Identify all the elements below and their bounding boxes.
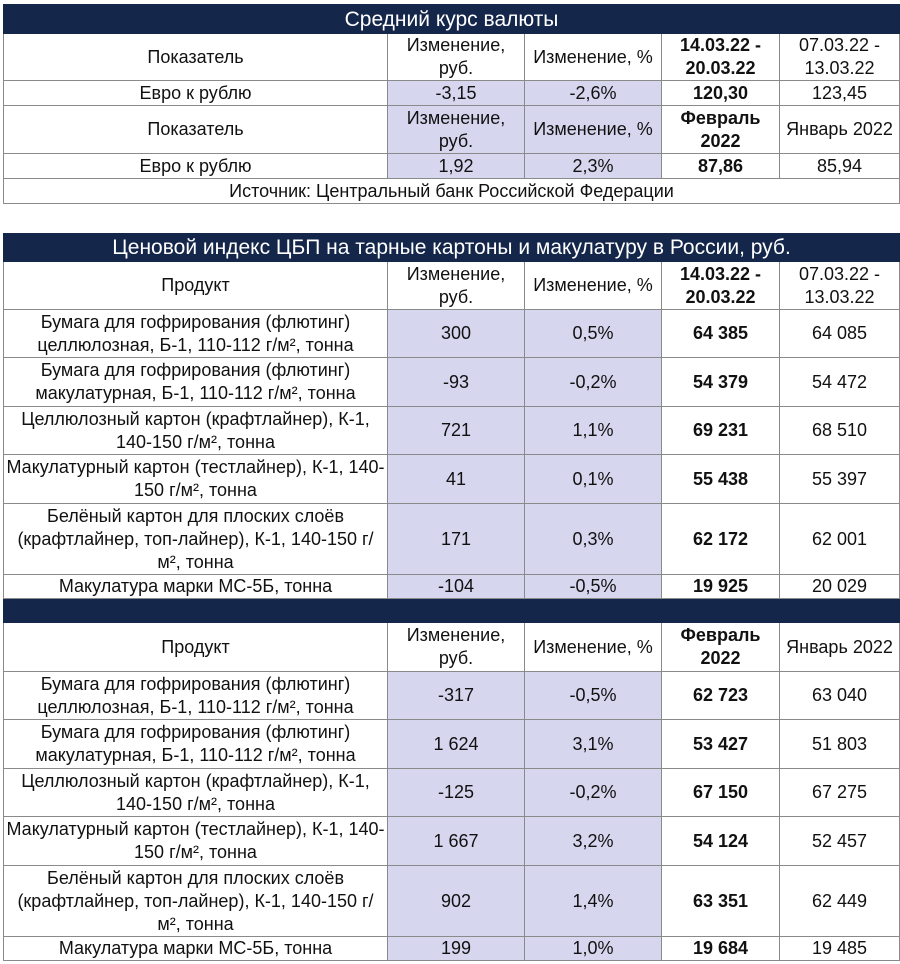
column-header: Январь 2022 [780, 623, 900, 672]
column-header: Изменение, % [525, 106, 662, 154]
column-header: 14.03.22 - 20.03.22 [662, 34, 780, 81]
column-header: Показатель [4, 34, 388, 81]
table-row [4, 575, 900, 599]
previous-value-cell: 20 029 [780, 575, 900, 599]
table-row [4, 672, 900, 720]
change-rub-cell: 171 [388, 504, 525, 575]
change-pct-cell: -0,2% [525, 358, 662, 407]
previous-value-cell: 54 472 [780, 358, 900, 407]
product-cell: Макулатура марки МС-5Б, тонна [4, 937, 388, 961]
previous-value-cell: 55 397 [780, 455, 900, 504]
section-divider [4, 599, 900, 623]
current-value-cell: 64 385 [662, 310, 780, 358]
change-pct-cell: -0,2% [525, 769, 662, 817]
column-header: Изменение, руб. [388, 262, 525, 310]
product-cell: Макулатурный картон (тестлайнер), К-1, 140-150 г/м², тонна [4, 455, 388, 504]
row-label: Евро к рублю [4, 154, 388, 179]
previous-value-cell: 67 275 [780, 769, 900, 817]
current-value-cell: 19 684 [662, 937, 780, 961]
change-pct-cell: 1,4% [525, 866, 662, 937]
previous-value-cell: 52 457 [780, 817, 900, 866]
change-pct-cell: 0,5% [525, 310, 662, 358]
change-rub-cell: -125 [388, 769, 525, 817]
current-value-cell: 69 231 [662, 407, 780, 455]
current-value-cell: 67 150 [662, 769, 780, 817]
change-rub-cell: 300 [388, 310, 525, 358]
product-cell: Белёный картон для плоских слоёв (крафтлайнер, топ-лайнер), К-1, 140-150 г/м², тонна [4, 504, 388, 575]
previous-value-cell: 68 510 [780, 407, 900, 455]
product-cell: Целлюлозный картон (крафтлайнер), К-1, 140-150 г/м², тонна [4, 769, 388, 817]
change-rub-cell: 199 [388, 937, 525, 961]
current-value-cell: 54 379 [662, 358, 780, 407]
previous-value-cell: 63 040 [780, 672, 900, 720]
table-header-row [4, 262, 900, 310]
current-value-cell: 53 427 [662, 720, 780, 769]
table-header-row [4, 34, 900, 81]
change-pct-cell: -0,5% [525, 672, 662, 720]
change-rub-cell: -104 [388, 575, 525, 599]
current-value-cell: 87,86 [662, 154, 780, 179]
previous-value-cell: 62 001 [780, 504, 900, 575]
current-value-cell: 120,30 [662, 81, 780, 106]
table-row [4, 866, 900, 937]
product-cell: Белёный картон для плоских слоёв (крафтлайнер, топ-лайнер), К-1, 140-150 г/м², тонна [4, 866, 388, 937]
column-header: Изменение, руб. [388, 106, 525, 154]
change-rub-cell: 41 [388, 455, 525, 504]
table-row [4, 937, 900, 961]
column-header: 07.03.22 - 13.03.22 [780, 262, 900, 310]
product-cell: Бумага для гофрирования (флютинг) макулатурная, Б-1, 110-112 г/м², тонна [4, 358, 388, 407]
change-pct-cell: -2,6% [525, 81, 662, 106]
price-index-table [3, 233, 900, 961]
product-cell: Бумага для гофрирования (флютинг) целлюлозная, Б-1, 110-112 г/м², тонна [4, 310, 388, 358]
change-rub-cell: 1,92 [388, 154, 525, 179]
table-row [4, 455, 900, 504]
column-header: Изменение, % [525, 34, 662, 81]
source-note: Источник: Центральный банк Российской Федерации [4, 179, 900, 204]
product-cell: Бумага для гофрирования (флютинг) целлюлозная, Б-1, 110-112 г/м², тонна [4, 672, 388, 720]
product-cell: Целлюлозный картон (крафтлайнер), К-1, 140-150 г/м², тонна [4, 407, 388, 455]
product-cell: Макулатурный картон (тестлайнер), К-1, 140-150 г/м², тонна [4, 817, 388, 866]
current-value-cell: 19 925 [662, 575, 780, 599]
column-header: Февраль 2022 [662, 623, 780, 672]
table-row [4, 817, 900, 866]
change-pct-cell: 0,1% [525, 455, 662, 504]
table-row [4, 720, 900, 769]
table-row [4, 358, 900, 407]
column-header: Январь 2022 [780, 106, 900, 154]
change-pct-cell: -0,5% [525, 575, 662, 599]
column-header: Продукт [4, 262, 388, 310]
row-label: Евро к рублю [4, 81, 388, 106]
column-header: 07.03.22 - 13.03.22 [780, 34, 900, 81]
price-index-table-title: Ценовой индекс ЦБП на тарные картоны и макулатуру в России, руб. [4, 234, 900, 262]
previous-value-cell: 51 803 [780, 720, 900, 769]
previous-value-cell: 64 085 [780, 310, 900, 358]
previous-value-cell: 123,45 [780, 81, 900, 106]
change-rub-cell: 1 667 [388, 817, 525, 866]
column-header: Показатель [4, 106, 388, 154]
change-rub-cell: -3,15 [388, 81, 525, 106]
change-pct-cell: 1,0% [525, 937, 662, 961]
change-rub-cell: 1 624 [388, 720, 525, 769]
column-header: Продукт [4, 623, 388, 672]
column-header: Изменение, % [525, 262, 662, 310]
change-pct-cell: 3,2% [525, 817, 662, 866]
column-header: Февраль 2022 [662, 106, 780, 154]
table-header-row [4, 623, 900, 672]
table-header-row [4, 106, 900, 154]
table-row [4, 769, 900, 817]
current-value-cell: 62 172 [662, 504, 780, 575]
table-row [4, 504, 900, 575]
table-row [4, 310, 900, 358]
column-header: Изменение, руб. [388, 34, 525, 81]
change-rub-cell: -93 [388, 358, 525, 407]
change-pct-cell: 2,3% [525, 154, 662, 179]
change-pct-cell: 0,3% [525, 504, 662, 575]
current-value-cell: 55 438 [662, 455, 780, 504]
table-row [4, 154, 900, 179]
change-rub-cell: -317 [388, 672, 525, 720]
column-header: Изменение, руб. [388, 623, 525, 672]
product-cell: Макулатура марки МС-5Б, тонна [4, 575, 388, 599]
change-pct-cell: 3,1% [525, 720, 662, 769]
change-rub-cell: 721 [388, 407, 525, 455]
currency-table [3, 4, 900, 204]
current-value-cell: 54 124 [662, 817, 780, 866]
current-value-cell: 62 723 [662, 672, 780, 720]
change-rub-cell: 902 [388, 866, 525, 937]
currency-table-title: Средний курс валюты [4, 5, 900, 34]
previous-value-cell: 62 449 [780, 866, 900, 937]
previous-value-cell: 85,94 [780, 154, 900, 179]
column-header: 14.03.22 - 20.03.22 [662, 262, 780, 310]
change-pct-cell: 1,1% [525, 407, 662, 455]
previous-value-cell: 19 485 [780, 937, 900, 961]
table-row [4, 81, 900, 106]
product-cell: Бумага для гофрирования (флютинг) макулатурная, Б-1, 110-112 г/м², тонна [4, 720, 388, 769]
column-header: Изменение, % [525, 623, 662, 672]
current-value-cell: 63 351 [662, 866, 780, 937]
table-row [4, 407, 900, 455]
